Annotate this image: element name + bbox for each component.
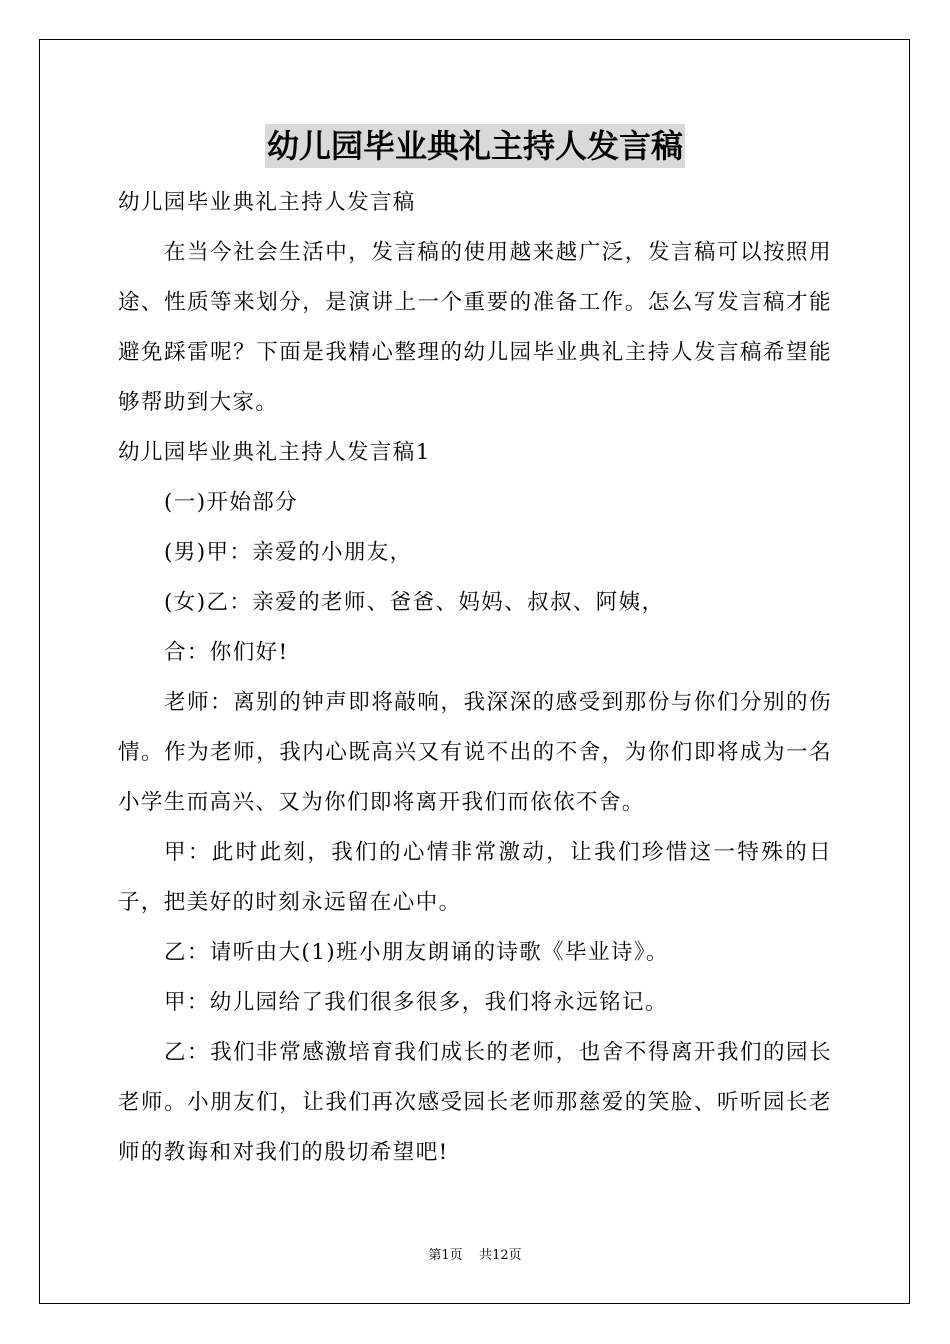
paragraph: 乙：我们非常感激培育我们成长的老师，也舍不得离开我们的园长老师。小朋友们，让我们再次感受园长老师那慈爱的笑脸、听听园长老师的教诲和对我们的殷切希望吧! [118, 1040, 832, 1165]
paragraph: 老师：离别的钟声即将敲响，我深深的感受到那份与你们分别的伤情。作为老师，我内心既高兴又有说不出的不舍，为你们即将成为一名小学生而高兴、又为你们即将离开我们而依依不舍。 [118, 690, 832, 815]
paragraph: 在当今社会生活中，发言稿的使用越来越广泛，发言稿可以按照用途、性质等来划分，是演讲上一个重要的准备工作。怎么写发言稿才能避免踩雷呢？下面是我精心整理的幼儿园毕业典礼主持人发言稿希望能够帮助到大家。 [118, 240, 832, 415]
paragraph: 甲：幼儿园给了我们很多很多，我们将永远铭记。 [164, 990, 668, 1015]
document-title: 幼儿园毕业典礼主持人发言稿 [265, 124, 685, 168]
paragraph: 甲：此时此刻，我们的心情非常激动，让我们珍惜这一特殊的日子，把美好的时刻永远留在心中。 [118, 840, 832, 915]
page-footer [0, 1246, 950, 1266]
title-container [0, 124, 950, 168]
document-body [118, 178, 832, 1178]
paragraph: (一)开始部分 [164, 490, 299, 515]
paragraph: (女)乙：亲爱的老师、爸爸、妈妈、叔叔、阿姨， [164, 590, 665, 615]
paragraph: 乙：请听由大(1)班小朋友朗诵的诗歌《毕业诗》。 [164, 940, 669, 965]
paragraph: (男)甲：亲爱的小朋友， [164, 540, 413, 565]
page-number: 第1页 [428, 1248, 463, 1263]
paragraph: 幼儿园毕业典礼主持人发言稿1 [118, 440, 431, 465]
paragraph: 幼儿园毕业典礼主持人发言稿 [118, 190, 416, 215]
paragraph: 合：你们好! [164, 640, 289, 665]
page-total: 共12页 [479, 1248, 522, 1263]
